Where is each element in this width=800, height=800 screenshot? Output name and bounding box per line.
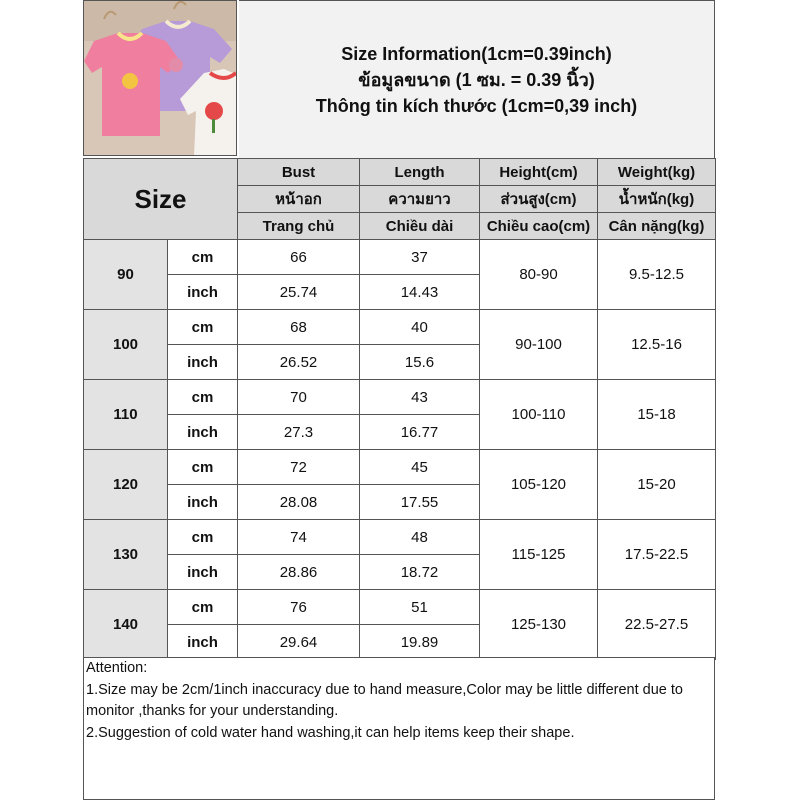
unit-inch: inch	[168, 625, 238, 660]
length-inch: 18.72	[360, 555, 480, 590]
column-header-0-th: หน้าอก	[238, 186, 360, 213]
size-chart	[83, 0, 715, 800]
unit-cm: cm	[168, 590, 238, 625]
column-header-2-th: ส่วนสูง(cm)	[480, 186, 598, 213]
notes-heading: Attention:	[86, 660, 148, 676]
notes-line-2: 2.Suggestion of cold water hand washing,it can help items keep their shape.	[86, 724, 575, 741]
table-row	[84, 240, 716, 275]
bust-cm: 66	[238, 240, 360, 275]
length-cm: 40	[360, 310, 480, 345]
size-column-header: Size	[84, 159, 238, 240]
height-range: 80-90	[480, 240, 598, 310]
column-header-1-vi: Chiều dài	[360, 213, 480, 240]
height-range: 90-100	[480, 310, 598, 380]
bust-cm: 74	[238, 520, 360, 555]
unit-cm: cm	[168, 520, 238, 555]
size-value: 110	[84, 380, 168, 450]
title-thai: ข้อมูลขนาด (1 ซม. = 0.39 นิ้ว)	[358, 69, 595, 90]
bust-inch: 25.74	[238, 275, 360, 310]
bust-inch: 26.52	[238, 345, 360, 380]
unit-cm: cm	[168, 380, 238, 415]
column-header-1-th: ความยาว	[360, 186, 480, 213]
column-header-3-vi: Cân nặng(kg)	[598, 213, 716, 240]
size-value: 100	[84, 310, 168, 380]
column-header-3-th: น้ำหนัก(kg)	[598, 186, 716, 213]
length-cm: 51	[360, 590, 480, 625]
unit-cm: cm	[168, 240, 238, 275]
length-inch: 15.6	[360, 345, 480, 380]
table-row	[84, 380, 716, 415]
length-inch: 16.77	[360, 415, 480, 450]
size-value: 120	[84, 450, 168, 520]
column-header-2-vi: Chiều cao(cm)	[480, 213, 598, 240]
table-row	[84, 310, 716, 345]
bust-inch: 28.86	[238, 555, 360, 590]
unit-inch: inch	[168, 345, 238, 380]
column-header-0-vi: Trang chủ	[238, 213, 360, 240]
table-row	[84, 520, 716, 555]
column-header-2-en: Height(cm)	[480, 159, 598, 186]
table-row	[84, 590, 716, 625]
table-row	[84, 450, 716, 485]
bust-cm: 76	[238, 590, 360, 625]
unit-cm: cm	[168, 310, 238, 345]
unit-inch: inch	[168, 555, 238, 590]
bust-inch: 27.3	[238, 415, 360, 450]
weight-range: 15-20	[598, 450, 716, 520]
unit-inch: inch	[168, 415, 238, 450]
bust-cm: 70	[238, 380, 360, 415]
column-header-1-en: Length	[360, 159, 480, 186]
title-english: Size Information(1cm=0.39inch)	[341, 43, 612, 64]
column-header-3-en: Weight(kg)	[598, 159, 716, 186]
unit-inch: inch	[168, 275, 238, 310]
size-table-body	[84, 159, 716, 660]
length-inch: 14.43	[360, 275, 480, 310]
length-cm: 43	[360, 380, 480, 415]
length-cm: 45	[360, 450, 480, 485]
product-photo	[83, 0, 237, 156]
size-information-title	[239, 0, 715, 158]
unit-inch: inch	[168, 485, 238, 520]
title-vietnamese: Thông tin kích thước (1cm=0,39 inch)	[315, 95, 638, 116]
height-range: 125-130	[480, 590, 598, 660]
weight-range: 12.5-16	[598, 310, 716, 380]
size-value: 90	[84, 240, 168, 310]
header-row-en	[84, 159, 716, 186]
size-value: 140	[84, 590, 168, 660]
weight-range: 22.5-27.5	[598, 590, 716, 660]
bust-cm: 68	[238, 310, 360, 345]
length-inch: 19.89	[360, 625, 480, 660]
height-range: 100-110	[480, 380, 598, 450]
bust-cm: 72	[238, 450, 360, 485]
attention-notes	[83, 657, 715, 800]
length-cm: 37	[360, 240, 480, 275]
size-table	[83, 158, 716, 660]
weight-range: 17.5-22.5	[598, 520, 716, 590]
weight-range: 15-18	[598, 380, 716, 450]
weight-range: 9.5-12.5	[598, 240, 716, 310]
unit-cm: cm	[168, 450, 238, 485]
size-value: 130	[84, 520, 168, 590]
column-header-0-en: Bust	[238, 159, 360, 186]
bust-inch: 28.08	[238, 485, 360, 520]
notes-line-1: 1.Size may be 2cm/1inch inaccuracy due to hand measure,Color may be little different due to monitor ,thanks for your understanding.	[86, 681, 683, 719]
height-range: 115-125	[480, 520, 598, 590]
bust-inch: 29.64	[238, 625, 360, 660]
length-cm: 48	[360, 520, 480, 555]
header	[83, 0, 715, 158]
length-inch: 17.55	[360, 485, 480, 520]
height-range: 105-120	[480, 450, 598, 520]
